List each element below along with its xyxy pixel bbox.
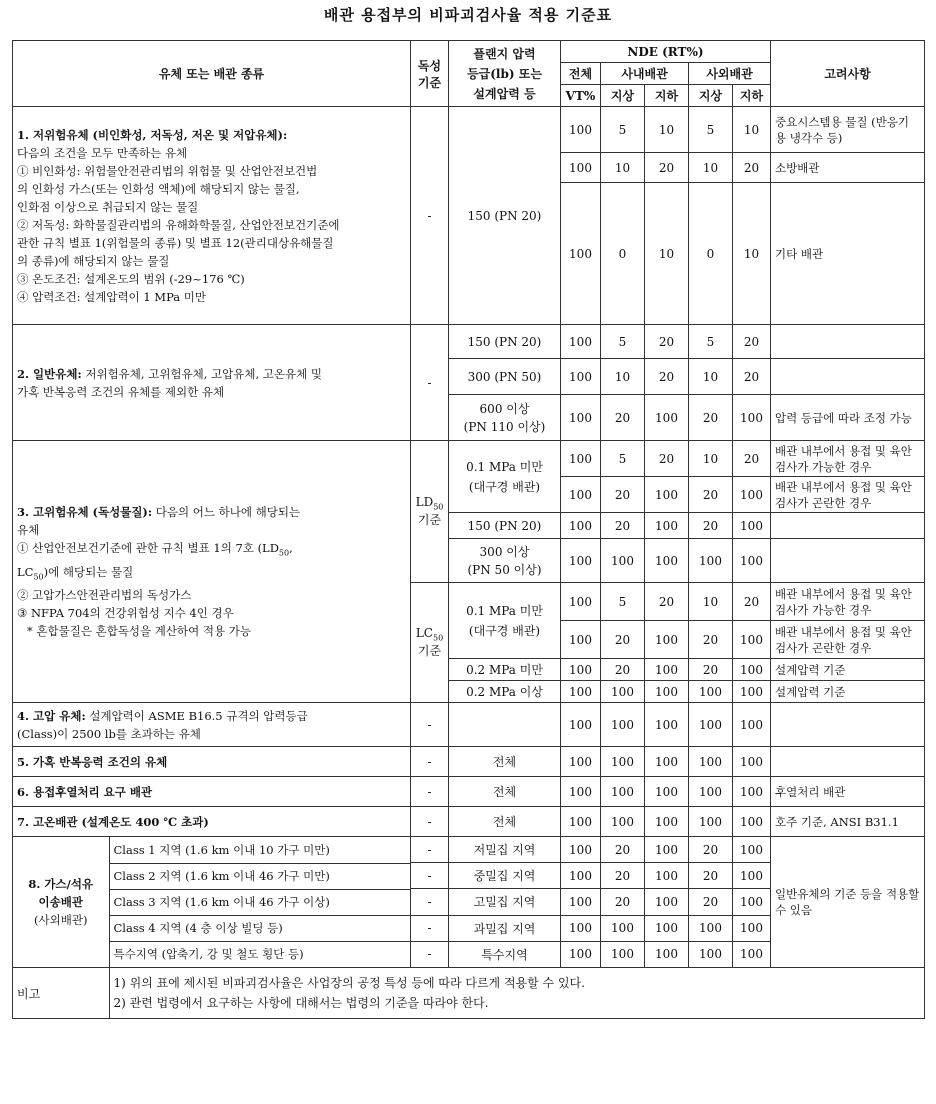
remark-cell: 설계압력 기준 [771, 681, 925, 703]
note-line: 1) 위의 표에 제시된 비파괴검사율은 사업장의 공정 특성 등에 따라 다르게 적용할 수 있다. [113, 976, 585, 990]
value-cell: 20 [689, 889, 733, 915]
nde-rate-table [12, 40, 925, 1019]
value-cell: 100 [561, 441, 601, 477]
value-cell: 10 [689, 583, 733, 621]
value-cell: 100 [561, 325, 601, 359]
value-cell: 10 [645, 107, 689, 153]
header-inside: 사내배관 [601, 63, 689, 85]
value-cell: 100 [733, 837, 771, 863]
value-cell: 100 [601, 915, 645, 941]
header-fluid: 유체 또는 배관 종류 [13, 41, 411, 107]
pressure-cell: 저밀집 지역 [449, 837, 561, 863]
remark-cell [771, 747, 925, 777]
class-cell: 특수지역 (압축기, 강 및 철도 횡단 등) [113, 947, 304, 962]
value-cell: 20 [601, 395, 645, 441]
value-cell: 10 [689, 153, 733, 183]
pressure-cell: 0.1 MPa 미만 (대구경 배관) [449, 583, 561, 659]
value-cell: 100 [645, 777, 689, 807]
pressure-cell: 전체 [449, 777, 561, 807]
value-cell: 5 [601, 441, 645, 477]
value-cell: 20 [645, 441, 689, 477]
value-cell: 100 [561, 621, 601, 659]
group2-toxicity: - [411, 325, 449, 441]
value-cell: 100 [689, 681, 733, 703]
remark-cell: 기타 배관 [771, 183, 925, 325]
value-cell: 100 [561, 659, 601, 681]
remark-cell: 배관 내부에서 용접 및 육안검사가 곤란한 경우 [771, 621, 925, 659]
value-cell: 100 [733, 703, 771, 747]
header-below: 지하 [733, 85, 771, 107]
value-cell: 100 [645, 621, 689, 659]
page-title: 배관 용접부의 비파괴검사율 적용 기준표 [323, 6, 613, 24]
remark-cell [771, 513, 925, 539]
notes-content [109, 968, 924, 1018]
value-cell: 100 [561, 915, 601, 941]
value-cell: 20 [601, 863, 645, 889]
value-cell: 5 [601, 583, 645, 621]
value-cell: 100 [733, 747, 771, 777]
pressure-cell [449, 703, 561, 747]
value-cell: 20 [601, 477, 645, 513]
header-vt: VT% [561, 85, 601, 107]
value-cell: 100 [561, 703, 601, 747]
value-cell: 20 [689, 837, 733, 863]
notes-label: 비고 [13, 968, 109, 1018]
value-cell: 100 [561, 583, 601, 621]
value-cell: 100 [561, 107, 601, 153]
pressure-cell: 과밀집 지역 [449, 915, 561, 941]
value-cell: 20 [601, 837, 645, 863]
toxicity-cell: - [411, 807, 449, 837]
remark-cell: 배관 내부에서 용접 및 육안검사가 곤란한 경우 [771, 477, 925, 513]
remark-cell [771, 325, 925, 359]
pressure-cell: 150 (PN 20) [449, 513, 561, 539]
value-cell: 100 [733, 807, 771, 837]
class-cell: Class 3 지역 (1.6 km 이내 46 가구 이상) [109, 889, 410, 915]
class-cell: Class 1 지역 (1.6 km 이내 10 가구 미만) [109, 837, 410, 863]
header-toxicity: 독성 기준 [411, 41, 449, 107]
value-cell: 100 [561, 359, 601, 395]
pressure-cell: 300 (PN 50) [449, 359, 561, 395]
value-cell: 100 [733, 941, 771, 967]
value-cell: 20 [733, 153, 771, 183]
value-cell: 100 [561, 477, 601, 513]
remark-cell: 호주 기준, ANSI B31.1 [771, 807, 925, 837]
value-cell: 100 [601, 539, 645, 583]
pressure-cell: 고밀집 지역 [449, 889, 561, 915]
value-cell: 100 [733, 777, 771, 807]
toxicity-cell: - [411, 837, 449, 863]
toxicity-cell: - [411, 703, 449, 747]
value-cell: 100 [645, 659, 689, 681]
value-cell: 10 [689, 359, 733, 395]
toxicity-cell: - [411, 747, 449, 777]
value-cell: 20 [689, 395, 733, 441]
group8-remark: 일반유체의 기준 등을 적용할 수 있음 [771, 837, 925, 968]
remark-cell: 설계압력 기준 [771, 659, 925, 681]
value-cell: 100 [561, 681, 601, 703]
value-cell: 100 [733, 659, 771, 681]
value-cell: 20 [733, 441, 771, 477]
value-cell: 100 [689, 777, 733, 807]
value-cell: 100 [733, 863, 771, 889]
value-cell: 100 [561, 837, 601, 863]
header-nde: NDE (RT%) [561, 41, 771, 63]
value-cell: 100 [601, 747, 645, 777]
value-cell: 5 [601, 325, 645, 359]
value-cell: 0 [689, 183, 733, 325]
group4-description: 4. 고압 유체: 설계압력이 ASME B16.5 규격의 압력등급 (Class)이 2500 lb를 초과하는 유체 [13, 703, 411, 747]
value-cell: 100 [561, 183, 601, 325]
remark-cell: 배관 내부에서 용접 및 육안검사가 가능한 경우 [771, 583, 925, 621]
value-cell: 100 [645, 539, 689, 583]
value-cell: 100 [733, 513, 771, 539]
group1-pressure: 150 (PN 20) [449, 107, 561, 325]
remark-cell: 압력 등급에 따라 조정 가능 [771, 395, 925, 441]
value-cell: 100 [561, 863, 601, 889]
lc50-label: $LC_{50}$ 기준 [411, 583, 449, 703]
value-cell: 100 [733, 681, 771, 703]
value-cell: 100 [733, 889, 771, 915]
group8-label: 8. 가스/석유 이송배관 (사외배관) [13, 837, 109, 967]
ld50-label: $LD_{50}$ 기준 [411, 441, 449, 583]
toxicity-cell: - [411, 941, 449, 967]
value-cell: 100 [601, 703, 645, 747]
value-cell: 20 [645, 325, 689, 359]
pressure-cell: 중밀집 지역 [449, 863, 561, 889]
value-cell: 100 [733, 621, 771, 659]
pressure-cell: 300 이상 (PN 50 이상) [449, 539, 561, 583]
value-cell: 20 [601, 889, 645, 915]
toxicity-cell: - [411, 889, 449, 915]
value-cell: 100 [689, 807, 733, 837]
value-cell: 100 [733, 539, 771, 583]
value-cell: 20 [733, 325, 771, 359]
value-cell: 100 [645, 681, 689, 703]
value-cell: 10 [733, 107, 771, 153]
value-cell: 100 [733, 395, 771, 441]
pressure-cell: 0.1 MPa 미만 (대구경 배관) [449, 441, 561, 513]
value-cell: 100 [561, 539, 601, 583]
value-cell: 100 [645, 513, 689, 539]
value-cell: 100 [645, 941, 689, 967]
value-cell: 100 [601, 807, 645, 837]
value-cell: 100 [645, 807, 689, 837]
header-remarks: 고려사항 [771, 41, 925, 107]
value-cell: 100 [689, 539, 733, 583]
header-outside: 사외배관 [689, 63, 771, 85]
remark-cell: 후열처리 배관 [771, 777, 925, 807]
note-line: 2) 관련 법령에서 요구하는 사항에 대해서는 법령의 기준을 따라야 한다. [113, 996, 489, 1010]
header-pressure: 플랜지 압력 등급(lb) 또는 설계압력 등 [449, 41, 561, 107]
value-cell: 20 [733, 583, 771, 621]
value-cell: 20 [689, 477, 733, 513]
group7-label: 7. 고온배관 (설계온도 400 ℃ 초과) [13, 807, 411, 837]
remark-cell [771, 539, 925, 583]
pressure-cell: 전체 [449, 747, 561, 777]
value-cell: 100 [689, 703, 733, 747]
value-cell: 100 [645, 915, 689, 941]
value-cell: 5 [689, 107, 733, 153]
value-cell: 20 [601, 659, 645, 681]
pressure-cell: 전체 [449, 807, 561, 837]
class-cell: Class 2 지역 (1.6 km 이내 46 가구 미만) [109, 863, 410, 889]
value-cell: 100 [733, 477, 771, 513]
value-cell: 10 [733, 183, 771, 325]
value-cell: 20 [689, 513, 733, 539]
value-cell: 20 [645, 359, 689, 395]
value-cell: 100 [689, 941, 733, 967]
value-cell: 100 [561, 747, 601, 777]
value-cell: 100 [561, 807, 601, 837]
value-cell: 100 [561, 395, 601, 441]
value-cell: 100 [689, 915, 733, 941]
value-cell: 100 [645, 703, 689, 747]
value-cell: 100 [733, 915, 771, 941]
pressure-cell: 150 (PN 20) [449, 325, 561, 359]
value-cell: 100 [645, 889, 689, 915]
value-cell: 100 [645, 837, 689, 863]
group2-description: 2. 일반유체: 저위험유체, 고위험유체, 고압유체, 고온유체 및 가혹 반복응력 조건의 유체를 제외한 유체 [13, 325, 411, 441]
toxicity-cell: - [411, 863, 449, 889]
value-cell: 0 [601, 183, 645, 325]
value-cell: 10 [645, 183, 689, 325]
value-cell: 100 [561, 889, 601, 915]
header-above: 지상 [689, 85, 733, 107]
header-below: 지하 [645, 85, 689, 107]
remark-cell [771, 359, 925, 395]
value-cell: 20 [645, 583, 689, 621]
value-cell: 100 [561, 513, 601, 539]
notes-row [13, 968, 925, 1019]
value-cell: 20 [733, 359, 771, 395]
value-cell: 100 [601, 777, 645, 807]
pressure-cell: 600 이상 (PN 110 이상) [449, 395, 561, 441]
remark-cell: 중요시스템용 물질 (반응기용 냉각수 등) [771, 107, 925, 153]
group8-block [13, 837, 411, 968]
toxicity-cell: - [411, 777, 449, 807]
value-cell: 20 [601, 513, 645, 539]
value-cell: 100 [645, 863, 689, 889]
value-cell: 100 [601, 681, 645, 703]
value-cell: 20 [689, 863, 733, 889]
value-cell: 5 [601, 107, 645, 153]
group1-description: 1. 저위험유체 (비인화성, 저독성, 저온 및 저압유체): 다음의 조건을 모두 만족하는 유체 ① 비인화성: 위험물안전관리법의 위험물 및 산업안전보건법 의 인화성 가스(또는 인화성 액체)에 해당되지 않는 물질, 인화점 이상으로 취급되지 않는 물질 ② 저독성: 화학물질관리법의 유해화학물질, 산업안전보건기준에 관한 규칙 별표 1(위험물의 종류) 및 별표 12(관리대상유해물질 의 종류)에 해당되지 않는 물질 ③ 온도조건: 설계온도의 범위 (-29~176 ℃) ④ 압력조건: 설계압력이 1 MPa 미만 [13, 107, 411, 325]
value-cell: 100 [645, 747, 689, 777]
header-total: 전체 [561, 63, 601, 85]
value-cell: 20 [689, 621, 733, 659]
remark-cell: 소방배관 [771, 153, 925, 183]
remark-cell: 배관 내부에서 용접 및 육안검사가 가능한 경우 [771, 441, 925, 477]
value-cell: 100 [645, 395, 689, 441]
group1-toxicity: - [411, 107, 449, 325]
value-cell: 100 [561, 153, 601, 183]
toxicity-cell: - [411, 915, 449, 941]
value-cell: 10 [689, 441, 733, 477]
class-cell: Class 4 지역 (4 층 이상 빌딩 등) [109, 915, 410, 941]
remark-cell [771, 703, 925, 747]
group6-label: 6. 용접후열처리 요구 배관 [13, 777, 411, 807]
pressure-cell: 0.2 MPa 이상 [449, 681, 561, 703]
value-cell: 100 [645, 477, 689, 513]
pressure-cell: 특수지역 [449, 941, 561, 967]
value-cell: 20 [645, 153, 689, 183]
value-cell: 100 [561, 777, 601, 807]
value-cell: 100 [601, 941, 645, 967]
group3-description: 3. 고위험유체 (독성물질): 다음의 어느 하나에 해당되는 유체 ① 산업안전보건기준에 관한 규칙 별표 1의 7호 ($LD_{50}$, $LC_{50}$)에 해당되는 물질 ② 고압가스안전관리법의 독성가스 ③ NFPA 704의 건강위험성 지수 4인 경우 * 혼합물질은 혼합독성을 계산하여 적용 가능 [13, 441, 411, 703]
pressure-cell: 0.2 MPa 미만 [449, 659, 561, 681]
value-cell: 100 [689, 747, 733, 777]
value-cell: 10 [601, 359, 645, 395]
value-cell: 10 [601, 153, 645, 183]
value-cell: 20 [601, 621, 645, 659]
group5-label: 5. 가혹 반복응력 조건의 유체 [13, 747, 411, 777]
header-above: 지상 [601, 85, 645, 107]
value-cell: 5 [689, 325, 733, 359]
value-cell: 100 [561, 941, 601, 967]
value-cell: 20 [689, 659, 733, 681]
